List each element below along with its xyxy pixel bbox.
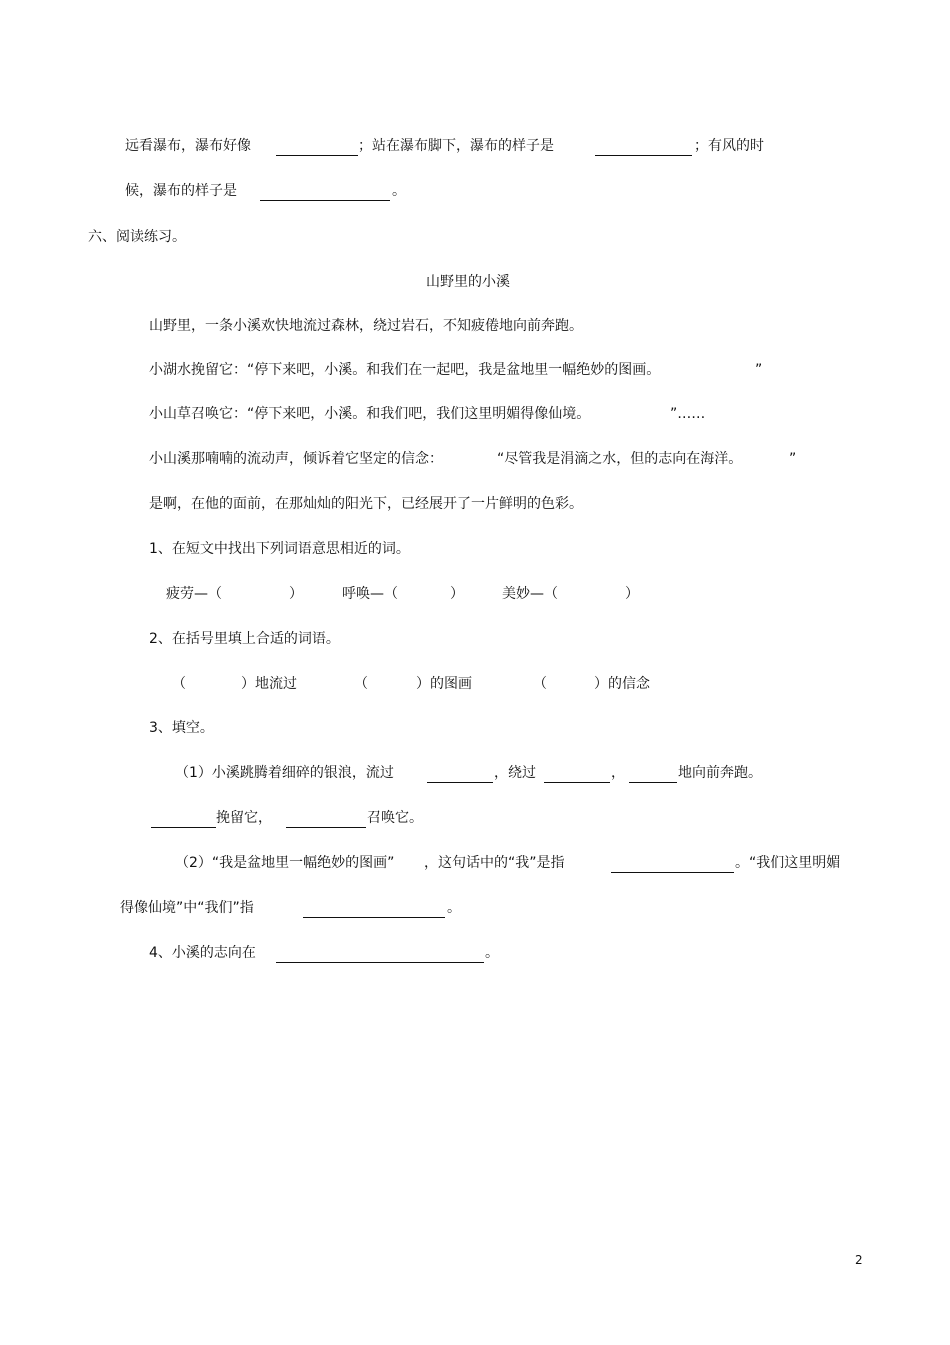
intro-text-2b: 。 <box>392 183 406 199</box>
blank-line[interactable] <box>303 917 445 918</box>
question-2-prompt: 2、在括号里填上合适的词语。 <box>149 631 340 647</box>
intro-text-1a: 远看瀑布，瀑布好像 <box>125 138 251 154</box>
blank-line[interactable] <box>544 782 610 783</box>
q3-sentence-3b: ，这句话中的“我”是指 <box>424 855 565 871</box>
q3-sentence-1a: （1）小溪跳腾着细碎的银浪，流过 <box>175 765 394 781</box>
passage-line-4-quote: “尽管我是涓滴之水，但的志向在海洋。 <box>497 451 743 467</box>
passage-line-4: 小山溪那喃喃的流动声，倾诉着它坚定的信念： <box>149 451 443 467</box>
passage-line-3: 小山草召唤它：“停下来吧，小溪。和我们吧，我们这里明媚得像仙境。 <box>149 406 591 422</box>
blank-line[interactable] <box>286 827 366 828</box>
q1-word-1: 疲劳—（ <box>166 586 222 602</box>
q2-item-1: ）地流过 <box>241 676 297 692</box>
passage-line-2: 小湖水挽留它：“停下来吧，小溪。和我们在一起吧，我是盆地里一幅绝妙的图画。 <box>149 362 661 378</box>
q1-paren-close-3: ） <box>625 586 639 602</box>
question-1-prompt: 1、在短文中找出下列词语意思相近的词。 <box>149 541 410 557</box>
q2-paren-open-1: （ <box>172 676 186 692</box>
blank-line[interactable] <box>427 782 493 783</box>
q3-sentence-2a: 挽留它， <box>216 810 272 826</box>
q2-paren-open-2: （ <box>354 676 368 692</box>
intro-text-2a: 候，瀑布的样子是 <box>125 183 237 199</box>
blank-line[interactable] <box>276 155 358 156</box>
blank-line[interactable] <box>151 827 216 828</box>
blank-line[interactable] <box>260 200 390 201</box>
passage-line-4-close: ” <box>789 451 797 467</box>
passage-line-3-quote: ”…… <box>670 406 706 422</box>
page-number: 2 <box>855 1253 863 1267</box>
blank-line[interactable] <box>276 962 484 963</box>
q1-paren-close-1: ） <box>289 586 303 602</box>
blank-line[interactable] <box>629 782 677 783</box>
section-heading: 六、阅读练习。 <box>88 229 186 245</box>
q3-sentence-2b: 召唤它。 <box>367 810 423 826</box>
q3-sentence-4b: 。 <box>447 900 461 916</box>
q3-sentence-3a: （2）“我是盆地里一幅绝妙的图画” <box>175 855 395 871</box>
passage-line-2-quote: ” <box>755 362 763 378</box>
q4-end: 。 <box>485 945 499 961</box>
intro-text-1b: ；站在瀑布脚下，瀑布的样子是 <box>358 138 554 154</box>
q3-sentence-4a: 得像仙境”中“我们”指 <box>120 900 254 916</box>
question-3-prompt: 3、填空。 <box>149 720 214 736</box>
q1-word-3: 美妙—（ <box>502 586 558 602</box>
q1-word-2: 呼唤—（ <box>342 586 398 602</box>
q2-item-3: ）的信念 <box>594 676 650 692</box>
question-4-prompt: 4、小溪的志向在 <box>149 945 256 961</box>
blank-line[interactable] <box>611 872 734 873</box>
blank-line[interactable] <box>595 155 692 156</box>
passage-line-5: 是啊，在他的面前，在那灿灿的阳光下，已经展开了一片鲜明的色彩。 <box>149 496 583 512</box>
intro-text-1c: ；有风的时 <box>694 138 764 154</box>
q3-sentence-1c: ， <box>611 765 625 781</box>
passage-line-1: 山野里，一条小溪欢快地流过森林，绕过岩石，不知疲倦地向前奔跑。 <box>149 318 583 334</box>
q2-paren-open-3: （ <box>533 676 547 692</box>
q1-paren-close-2: ） <box>450 586 464 602</box>
q3-sentence-1d: 地向前奔跑。 <box>678 765 762 781</box>
q3-sentence-3c: 。“我们这里明媚 <box>735 855 841 871</box>
q3-sentence-1b: ，绕过 <box>494 765 536 781</box>
q2-item-2: ）的图画 <box>416 676 472 692</box>
passage-title: 山野里的小溪 <box>426 274 510 290</box>
